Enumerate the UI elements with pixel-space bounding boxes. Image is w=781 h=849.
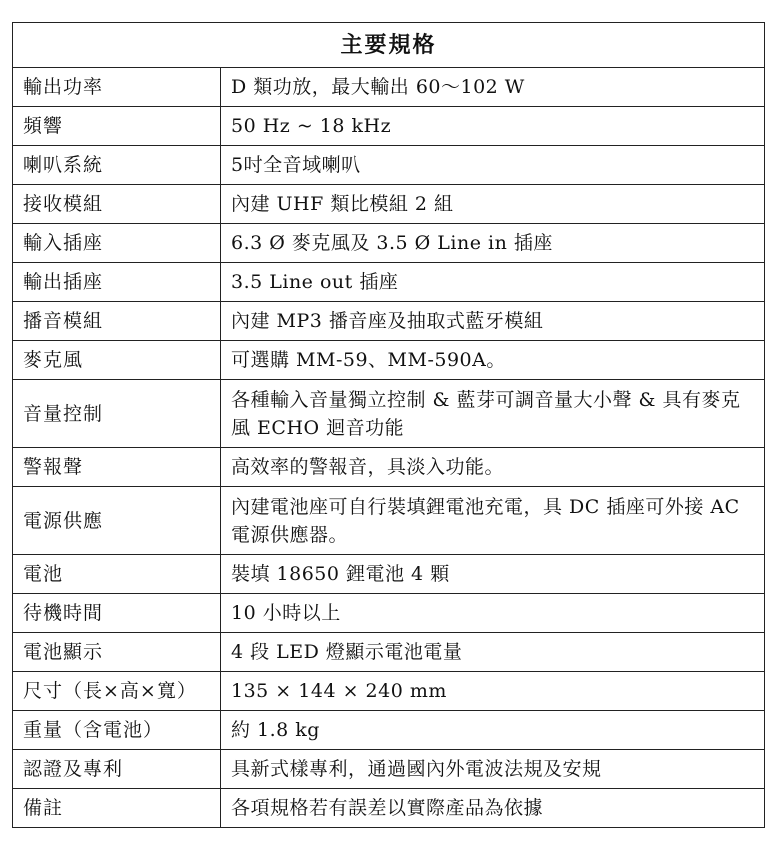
row-value: 6.3 Ø 麥克風及 3.5 Ø Line in 插座 xyxy=(221,224,765,263)
row-value: 5吋全音域喇叭 xyxy=(221,146,765,185)
row-value: 約 1.8 kg xyxy=(221,711,765,750)
table-row xyxy=(13,341,765,380)
row-value: 內建 MP3 播音座及抽取式藍牙模組 xyxy=(221,302,765,341)
spec-table xyxy=(12,22,765,828)
row-label: 電源供應 xyxy=(13,487,221,555)
title-row xyxy=(13,23,765,68)
row-label: 輸入插座 xyxy=(13,224,221,263)
table-row xyxy=(13,68,765,107)
table-row xyxy=(13,263,765,302)
table-row xyxy=(13,672,765,711)
table-row xyxy=(13,302,765,341)
table-row xyxy=(13,380,765,448)
row-value: 內建電池座可自行裝填鋰電池充電，具 DC 插座可外接 AC 電源供應器。 xyxy=(221,487,765,555)
row-label: 接收模組 xyxy=(13,185,221,224)
row-label: 電池顯示 xyxy=(13,633,221,672)
row-label: 尺寸（長×高×寬） xyxy=(13,672,221,711)
row-value: 各項規格若有誤差以實際產品為依據 xyxy=(221,789,765,828)
row-label: 警報聲 xyxy=(13,448,221,487)
table-row xyxy=(13,594,765,633)
row-label: 輸出插座 xyxy=(13,263,221,302)
table-row xyxy=(13,448,765,487)
row-label: 認證及專利 xyxy=(13,750,221,789)
row-label: 喇叭系統 xyxy=(13,146,221,185)
row-label: 待機時間 xyxy=(13,594,221,633)
table-row xyxy=(13,107,765,146)
row-value: 高效率的警報音，具淡入功能。 xyxy=(221,448,765,487)
row-value: 3.5 Line out 插座 xyxy=(221,263,765,302)
row-value: 裝填 18650 鋰電池 4 顆 xyxy=(221,555,765,594)
row-value: 內建 UHF 類比模組 2 組 xyxy=(221,185,765,224)
row-label: 備註 xyxy=(13,789,221,828)
row-value: 各種輸入音量獨立控制 & 藍芽可調音量大小聲 & 具有麥克風 ECHO 迴音功能 xyxy=(221,380,765,448)
table-row xyxy=(13,555,765,594)
table-title: 主要規格 xyxy=(13,23,765,68)
table-row xyxy=(13,487,765,555)
table-row xyxy=(13,711,765,750)
table-row xyxy=(13,789,765,828)
table-row xyxy=(13,633,765,672)
table-row xyxy=(13,750,765,789)
row-label: 音量控制 xyxy=(13,380,221,448)
row-label: 頻響 xyxy=(13,107,221,146)
row-label: 播音模組 xyxy=(13,302,221,341)
row-value: 4 段 LED 燈顯示電池電量 xyxy=(221,633,765,672)
row-label: 重量（含電池） xyxy=(13,711,221,750)
row-value: D 類功放，最大輸出 60～102 W xyxy=(221,68,765,107)
row-label: 麥克風 xyxy=(13,341,221,380)
table-row xyxy=(13,224,765,263)
row-value: 可選購 MM-59、MM-590A。 xyxy=(221,341,765,380)
row-value: 具新式樣專利，通過國內外電波法規及安規 xyxy=(221,750,765,789)
table-row xyxy=(13,185,765,224)
row-value: 10 小時以上 xyxy=(221,594,765,633)
row-value: 50 Hz ~ 18 kHz xyxy=(221,107,765,146)
row-value: 135 × 144 × 240 mm xyxy=(221,672,765,711)
table-row xyxy=(13,146,765,185)
row-label: 輸出功率 xyxy=(13,68,221,107)
row-label: 電池 xyxy=(13,555,221,594)
